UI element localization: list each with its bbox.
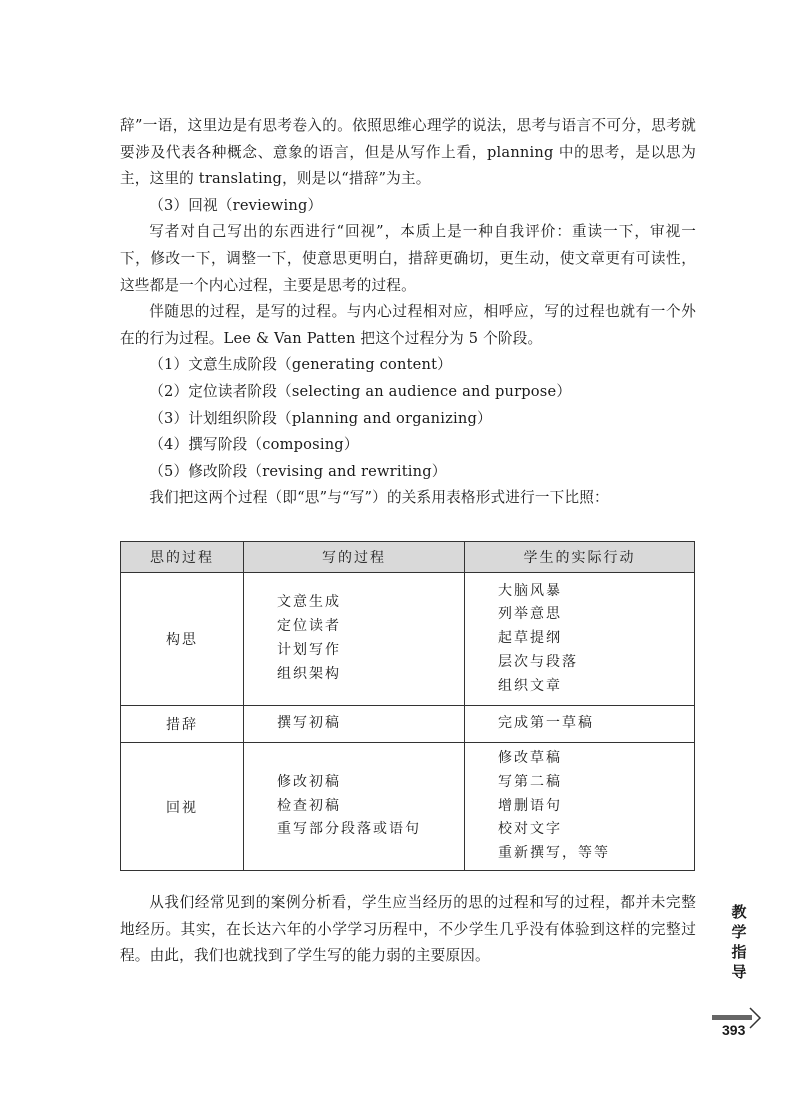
table-row — [121, 573, 695, 706]
chevron-right-icon — [748, 1006, 762, 1030]
action-item: 组织文章 — [498, 677, 562, 694]
table-header-cell: 写的过程 — [244, 542, 465, 573]
write-cell — [244, 706, 465, 743]
action-item: 校对文字 — [498, 821, 562, 838]
side-label-char: 教 — [731, 903, 747, 921]
write-cell — [244, 573, 465, 706]
action-item: 大脑风暴 — [498, 582, 562, 599]
action-item: 起草提纲 — [498, 630, 562, 647]
body-text-bottom — [120, 890, 696, 970]
paragraph: 写者对自己写出的东西进行“回视”，本质上是一种自我评价：重读一下，审视一下，修改一下，调整一下，使意思更明白，措辞更确切，更生动，使文章更有可读性，这些都是一个内心过程，主要是思考的过程。 — [120, 223, 696, 294]
side-label-char: 导 — [731, 963, 747, 981]
section-side-label — [724, 902, 754, 982]
write-cell — [244, 743, 465, 871]
paragraph: 从我们经常见到的案例分析看，学生应当经历的思的过程和写的过程，都并未完整地经历。其实，在长达六年的小学学习历程中，不少学生几乎没有体验到这样的完整过程。由此，我们也就找到了学生写的能力弱的主要原因。 — [120, 894, 696, 965]
action-item: 重新撰写，等等 — [498, 845, 610, 862]
action-item: 修改草稿 — [498, 750, 562, 766]
paragraph: 辞”一语，这里边是有思考卷入的。依照思维心理学的说法，思考与语言不可分，思考就要涉及代表各种概念、意象的语言，但是从写作上看，planning 中的思考，是以思为主，这里的 translating，则是以“措辞”为主。 — [120, 117, 696, 188]
action-item: 写第二稿 — [498, 773, 562, 790]
table-header-cell: 学生的实际行动 — [465, 542, 695, 573]
table-row — [121, 706, 695, 743]
stage-item: （1）文意生成阶段（generating content） — [149, 356, 452, 374]
action-item: 层次与段落 — [498, 653, 578, 670]
page-number: 393 — [722, 1022, 746, 1038]
page-number-bar — [712, 1015, 752, 1020]
stage-item: （4）撰写阶段（composing） — [149, 436, 359, 454]
write-item: 计划写作 — [277, 642, 341, 658]
paragraph: 伴随思的过程，是写的过程。与内心过程相对应，相呼应，写的过程也就有一个外在的行为过程。Lee & Van Patten 把这个过程分为 5 个阶段。 — [120, 303, 696, 347]
think-cell: 构思 — [121, 573, 244, 706]
paragraph: 我们把这两个过程（即“思”与“写”）的关系用表格形式进行一下比照： — [149, 489, 609, 507]
action-cell — [465, 573, 695, 706]
stage-item: （5）修改阶段（revising and rewriting） — [149, 462, 447, 480]
side-label-char: 指 — [731, 943, 747, 961]
write-item: 重写部分段落或语句 — [277, 821, 421, 838]
action-cell — [465, 743, 695, 871]
write-item: 文意生成 — [277, 594, 341, 611]
comparison-table — [120, 541, 695, 871]
think-cell: 措辞 — [121, 706, 244, 743]
table-header-row — [121, 542, 695, 573]
think-cell: 回视 — [121, 743, 244, 871]
write-item: 撰写初稿 — [277, 715, 341, 732]
body-text-top — [120, 113, 696, 512]
table-row — [121, 743, 695, 871]
write-item: 修改初稿 — [277, 773, 341, 790]
stage-item: （2）定位读者阶段（selecting an audience and purpose） — [149, 382, 572, 400]
side-label-char: 学 — [731, 923, 747, 941]
subheading-reviewing: （3）回视（reviewing） — [149, 196, 323, 214]
write-item: 定位读者 — [277, 618, 341, 635]
write-item: 组织架构 — [277, 665, 341, 682]
action-item: 列举意思 — [498, 606, 562, 623]
action-item: 增删语句 — [498, 797, 562, 814]
action-item: 完成第一草稿 — [498, 715, 594, 732]
stage-item: （3）计划组织阶段（planning and organizing） — [149, 409, 492, 427]
write-item: 检查初稿 — [277, 797, 341, 814]
action-cell — [465, 706, 695, 743]
table-header-cell: 思的过程 — [121, 542, 244, 573]
